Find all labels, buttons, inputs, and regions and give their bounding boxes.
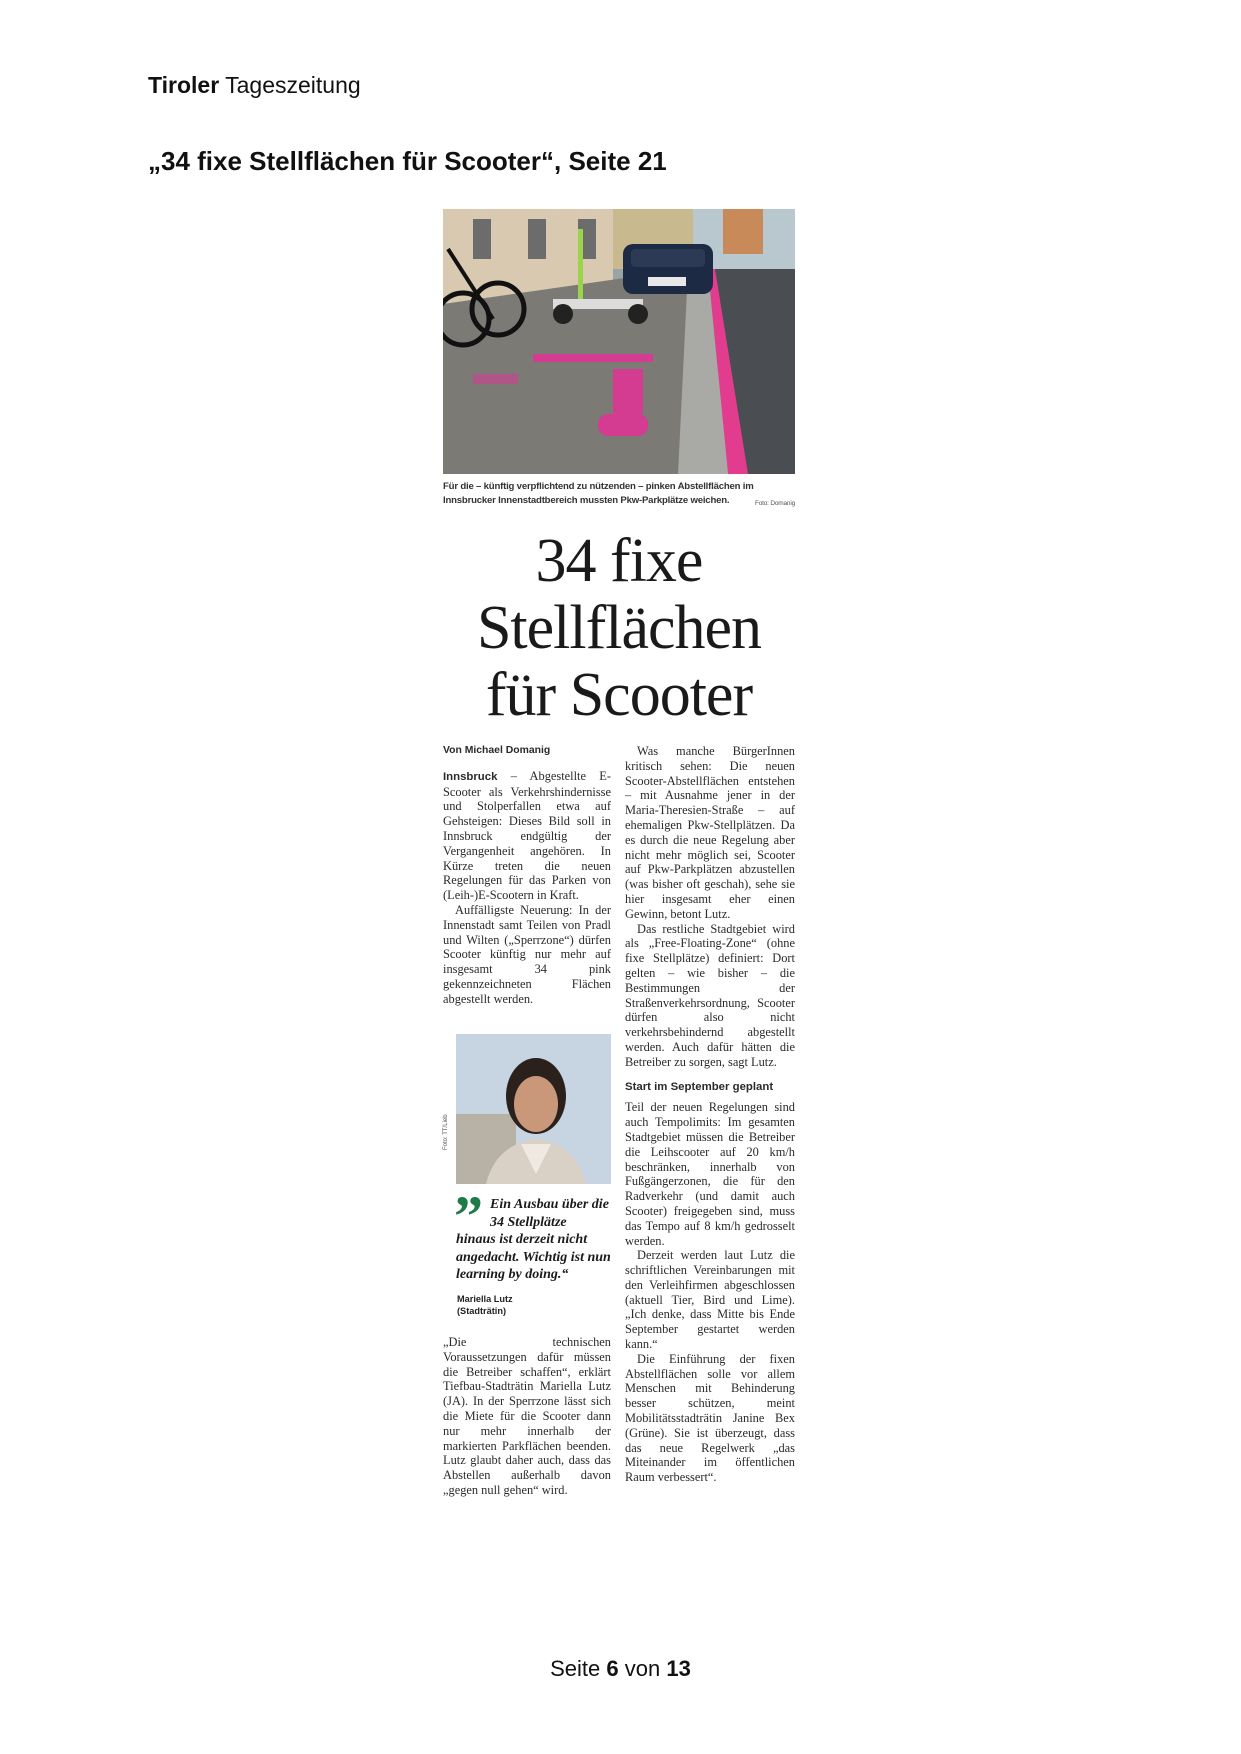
- headline-line-3: für Scooter: [485, 661, 753, 729]
- publication-name-bold: Tiroler: [148, 72, 220, 98]
- pull-quote-first-line: Ein Ausbau über die 34 Stellplätze: [490, 1197, 609, 1230]
- subheading: Start im September geplant: [625, 1080, 774, 1093]
- footer-prefix: Seite: [550, 1656, 601, 1681]
- speaker-name: Mariella Lutz: [457, 1294, 513, 1304]
- article-photo: [443, 209, 795, 474]
- footer-of: von: [624, 1656, 661, 1681]
- headline-line-1: 34 fixe: [535, 527, 703, 595]
- lead-paragraph: [443, 769, 611, 903]
- byline: Von Michael Domanig: [443, 745, 551, 756]
- paragraph-5: Das restliche Stadtgebiet wird als „Free-Floating-Zone“ (ohne fixe Stellplätze) definiert: Dort gelten – wie bisher – die Bestimmungen der Straßenverkehrsordnung, Scooter dürfen also nicht verkehrsbehindernd abgestellt werden. Auch dafür hätten die Betreiber zu sorgen, sagt Lutz.: [625, 921, 795, 1069]
- pull-quote-rest: hinaus ist derzeit nicht angedacht. Wichtig ist nun learning by doing.“: [456, 1232, 611, 1283]
- article-column-right: [625, 744, 795, 1485]
- publication-name-rest: Tageszeitung: [225, 72, 361, 98]
- article-title: „34 fixe Stellflächen für Scooter“, Seite 21: [148, 146, 667, 176]
- paragraph-6: Teil der neuen Regelungen sind auch Tempolimits: Im gesamten Stadtgebiet müssen die Betreiber die Leihscooter auf 20 km/h beschränken, innerhalb von Fußgängerzonen, die für den Radverkehr (und damit auch Scooter) freigegeben sind, muss das Tempo auf 8 km/h gedrosselt werden.: [625, 1100, 795, 1248]
- article-column-left: [443, 744, 611, 1007]
- footer-total-pages: 13: [666, 1656, 691, 1681]
- page-footer: [0, 1656, 1241, 1682]
- photo-caption-text: Für die – künftig verpflichtend zu nützenden – pinken Abstellflächen im Innsbrucker Innenstadtbereich mussten Pkw-Parkplätze weichen.: [443, 481, 754, 506]
- publication-name: [148, 72, 361, 99]
- speaker-role: (Stadträtin): [457, 1306, 506, 1316]
- photo-credit: Foto: Domanig: [754, 500, 795, 507]
- portrait-credit: Foto: TT/Lieb: [443, 1114, 449, 1150]
- paragraph-4: Was manche BürgerInnen kritisch sehen: Die neuen Scooter-Abstellflächen entstehen – mit Ausnahme jener in der Maria-Theresien-Straße – auf ehemaligen Pkw-Stellplätzen. Da es durch die neue Regelung aber nicht mehr möglich sei, Scooter auf Pkw-Parkplätzen abzustellen (was bisher oft geschah), sehe sie hier insgesamt eher einen Gewinn, betont Lutz.: [625, 744, 795, 921]
- lead-location: Innsbruck: [443, 770, 498, 783]
- article-headline: [443, 528, 795, 729]
- quote-speaker: [457, 1293, 513, 1317]
- portrait-photo: [456, 1034, 611, 1184]
- quote-mark-icon: ”: [454, 1184, 483, 1249]
- paragraph-3: „Die technischen Voraussetzungen dafür müssen die Betreiber schaffen“, erklärt Tiefbau-Stadträtin Mariella Lutz (JA). In der Sperrzone lässt sich die Miete für die Scooter dann nur mehr innerhalb der markierten Parkflächen beenden. Lutz glaubt daher auch, dass das Abstellen außerhalb davon „gegen null gehen“ wird.: [443, 1335, 611, 1497]
- headline-line-2: Stellflächen: [476, 594, 762, 662]
- article-column-left-bottom: [443, 1335, 611, 1498]
- lead-text: – Abgestellte E-Scooter als Verkehrshindernisse und Stolperfallen etwa auf Gehsteigen: Dieses Bild soll in Innsbruck endgültig der Vergangenheit angehören. In Kürze treten die neuen Regelungen für das Parken von (Leih-)E-Scootern in Kraft.: [443, 768, 611, 903]
- paragraph-7: Derzeit werden laut Lutz die schriftlichen Vereinbarungen mit den Verleihfirmen abgeschlossen (aktuell Tier, Bird und Lime). „Ich denke, dass Mitte bis Ende September gestartet werden kann.“: [625, 1248, 795, 1352]
- paragraph-2: Auffälligste Neuerung: In der Innenstadt samt Teilen von Pradl und Wilten („Sperrzone“) dürfen Scooter künftig nur mehr auf insgesamt 34 pink gekennzeichneten Flächen abgestellt werden.: [443, 902, 611, 1006]
- pull-quote: [456, 1196, 616, 1284]
- paragraph-8: Die Einführung der fixen Abstellflächen solle vor allem Menschen mit Behinderung besser schützen, meint Mobilitätsstadträtin Janine Bex (Grüne). Sie ist überzeugt, dass das neue Regelwerk „das Miteinander im öffentlichen Raum verbessert“.: [625, 1351, 795, 1485]
- photo-caption: [443, 480, 795, 511]
- footer-page-number: 6: [606, 1656, 619, 1681]
